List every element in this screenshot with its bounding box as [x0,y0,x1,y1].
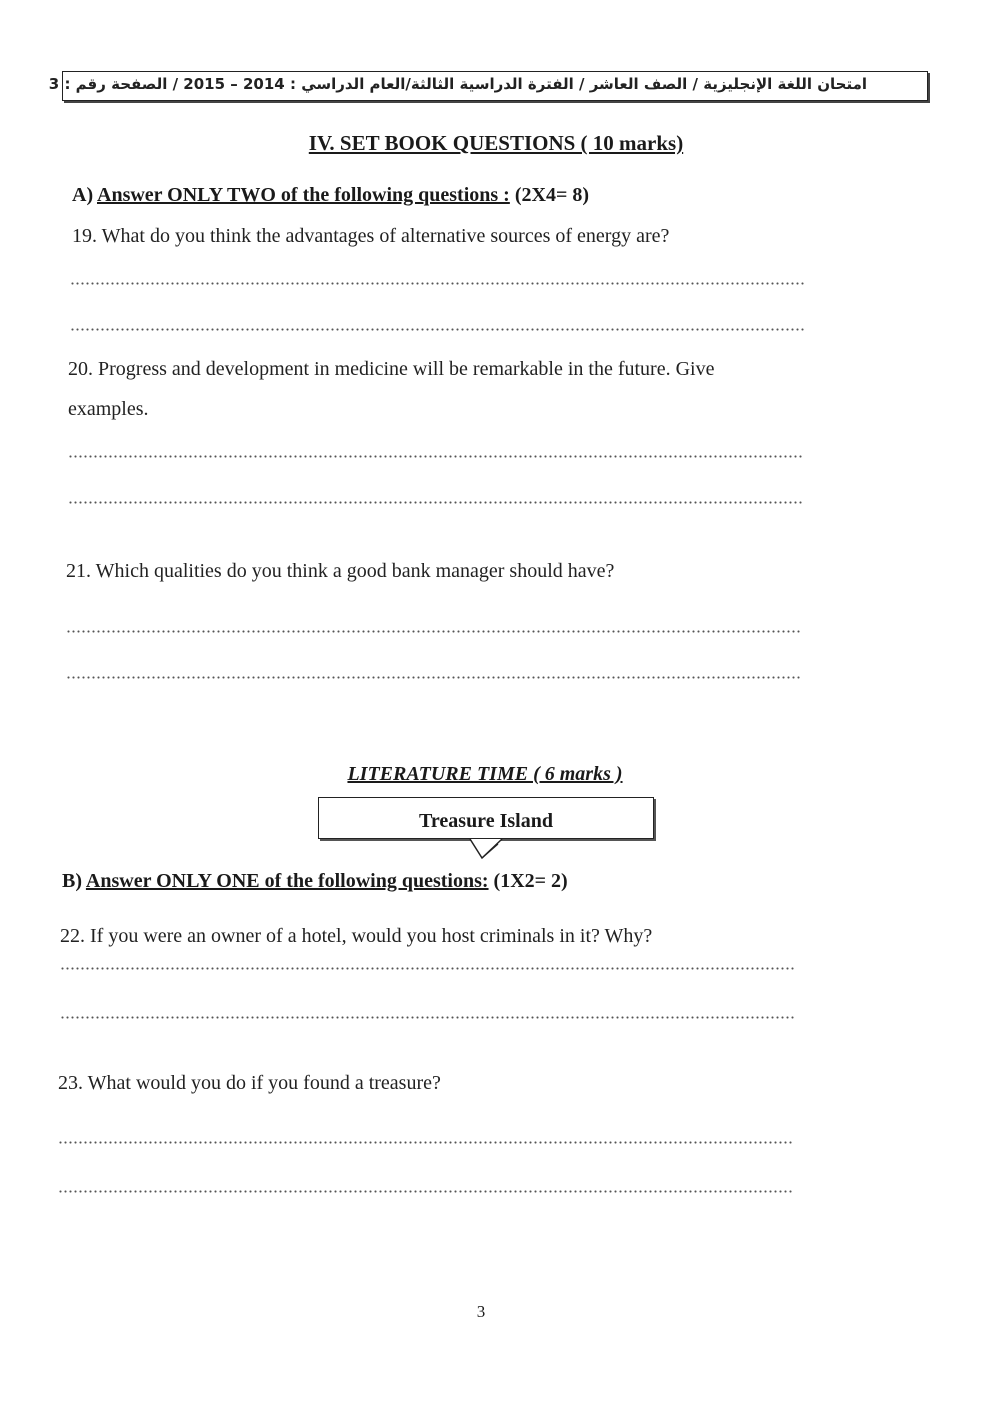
answer-line [68,455,803,458]
question-22: 22. If you were an owner of a hotel, would you host criminals in it? Why? [60,925,653,947]
question-20-line2: examples. [68,398,149,420]
callout-pointer-icon [468,838,508,862]
part-b-heading [62,870,568,893]
part-a-prefix: A) [72,184,97,206]
answer-line [68,501,803,504]
question-23: 23. What would you do if you found a treasure? [58,1072,441,1094]
literature-title: LITERATURE TIME ( 6 marks ) [347,763,623,785]
answer-line [58,1190,793,1193]
page-header-box [48,71,928,101]
answer-line [60,1016,795,1019]
answer-line [70,282,805,285]
question-21: 21. Which qualities do you think a good bank manager should have? [66,560,615,582]
header-text: امتحان اللغة الإنجليزية / الصف العاشر / الفترة الدراسية الثالثة/العام الدراسي : 2014 – 2015 / الصفحة رقم : 3 [48,75,867,93]
part-a-instruction: Answer ONLY TWO of the following questions : [97,184,510,206]
part-b-marks: (1X2= 2) [488,870,568,892]
answer-line [58,1141,793,1144]
answer-line [70,328,805,331]
page-number: 3 [476,1302,486,1321]
part-a-marks: (2X4= 8) [509,184,590,206]
book-title: Treasure Island [419,810,553,832]
answer-line [66,676,801,679]
part-b-prefix: B) [62,870,86,892]
question-19: 19. What do you think the advantages of alternative sources of energy are? [72,225,670,247]
part-a-heading [72,184,589,207]
answer-line [66,630,801,633]
question-20-line1: 20. Progress and development in medicine will be remarkable in the future. Give [68,358,715,380]
book-title-callout [318,797,654,839]
section-iv-title: IV. SET BOOK QUESTIONS ( 10 marks) [308,131,684,155]
answer-line [60,967,795,970]
part-b-instruction: Answer ONLY ONE of the following questions: [85,870,489,892]
